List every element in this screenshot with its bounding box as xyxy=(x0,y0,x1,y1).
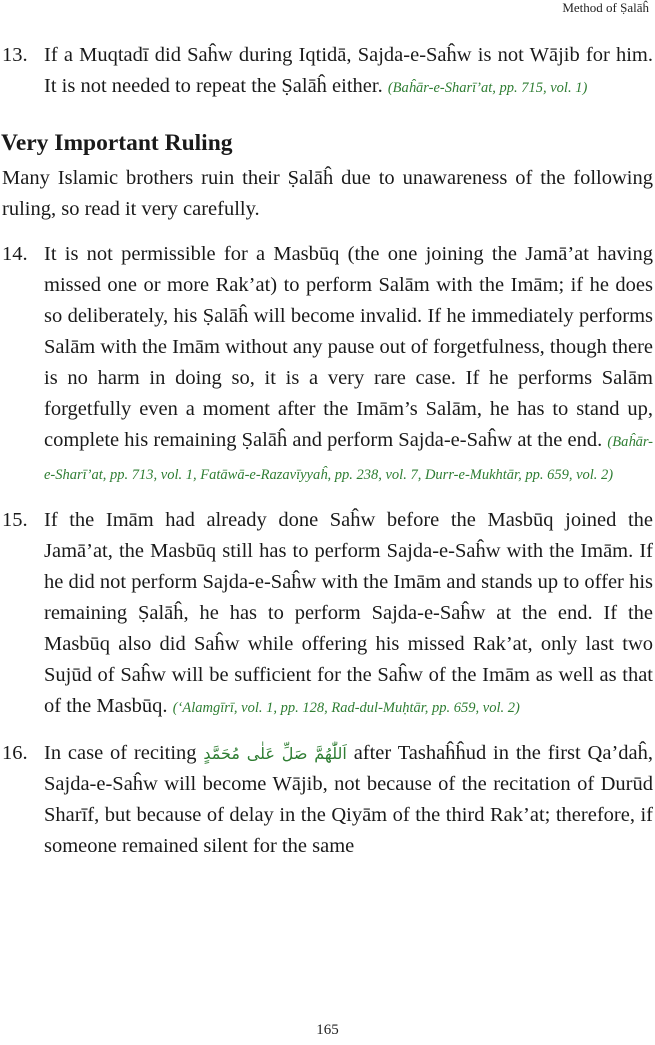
item-body xyxy=(44,505,655,724)
reference-citation: (Baĥār-e-Sharī’at, pp. 715, vol. 1) xyxy=(387,80,588,96)
reference-citation: (‘Alamgīrī, vol. 1, pp. 128, Rad-dul-Muḥtār, pp. 659, vol. 2) xyxy=(172,700,520,716)
arabic-durud: اَللّٰهُمَّ صَلِّ عَلٰى مُحَمَّدٍ xyxy=(203,744,347,763)
section-heading: Very Important Ruling xyxy=(1,130,233,156)
item-text-after: after Tashaĥĥud in the first Qa’daĥ, Sajda-e-Saĥw will become Wājib, not because of the recitation of Durūd Sharīf, but because of delay in the Qiyām of the third Rak’at; therefore, if someone remained silent for the same xyxy=(44,742,654,857)
item-number: 16. xyxy=(2,742,28,764)
page-number: 165 xyxy=(316,1022,339,1038)
item-number: 13. xyxy=(2,44,28,66)
item-body xyxy=(44,239,655,491)
ruling-item-14 xyxy=(0,239,655,491)
section-intro: Many Islamic brothers ruin their Ṣalāĥ due to unawareness of the following ruling, so read it very carefully. xyxy=(2,167,653,220)
item-text: If the Imām had already done Saĥw before the Masbūq joined the Jamā’at, the Masbūq still has to perform Sajda-e-Saĥw with the Imām. If he did not perform Sajda-e-Saĥw with the Imām and stands up to offer his remaining Ṣalāĥ, he has to perform Sajda-e-Saĥw at the end. If the Masbūq also did Saĥw while offering his missed Rak’at, only last two Sujūd of Saĥw will be sufficient for the Saĥw of the Imām as well as that of the Masbūq. xyxy=(44,509,653,717)
ruling-item-16 xyxy=(0,738,655,862)
item-text: It is not permissible for a Masbūq (the one joining the Jamā’at having missed one or more Rak’at) to perform Salām with the Imām; if he does so deliberately, his Ṣalāĥ will become invalid. If he immediately performs Salām with the Imām without any pause out of forgetfulness, though there is no harm in doing so, it is a very rare case. If he performs Salām forgetfully even a moment after the Imām’s Salām, he has to stand up, complete his remaining Ṣalāĥ and perform Sajda-e-Saĥw at the end. xyxy=(44,243,653,451)
ruling-item-15 xyxy=(0,505,655,724)
item-body xyxy=(44,40,655,104)
item-number: 15. xyxy=(2,509,28,531)
item-text: If a Muqtadī did Saĥw during Iqtidā, Sajda-e-Saĥw is not Wājib for him. It is not needed to repeat the Ṣalāĥ either. xyxy=(44,44,653,97)
page-content xyxy=(0,40,655,862)
item-text-before: In case of reciting xyxy=(44,742,197,764)
running-head: Method of Ṣalāĥ xyxy=(562,0,649,15)
ruling-item-13 xyxy=(0,40,655,104)
item-body xyxy=(44,738,655,862)
reference-citation: (Baĥār-e-Sharī’at, pp. 713, vol. 1, Fatāwā-e-Razavīyyaĥ, pp. 238, vol. 7, Durr-e-Mukhtār, pp. 659, vol. 2) xyxy=(44,434,654,483)
item-number: 14. xyxy=(2,243,28,265)
